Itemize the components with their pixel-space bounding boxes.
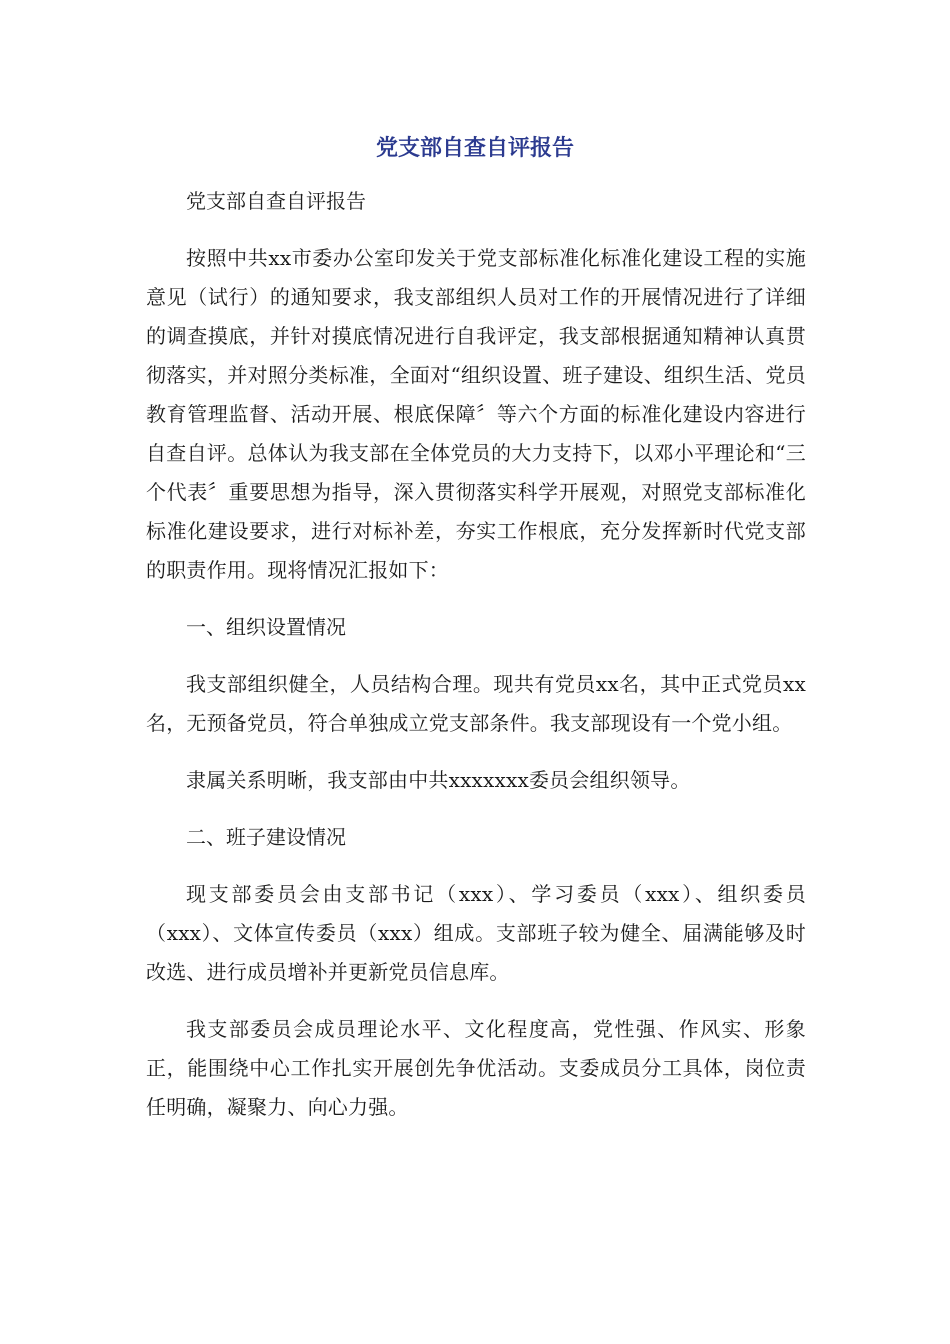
leadership-paragraph-1: 现支部委员会由支部书记（xxx）、学习委员（xxx）、组织委员（xxx）、文体宣传委员（xxx）组成。支部班子较为健全、届满能够及时改选、进行成员增补并更新党员信息库。 [146, 882, 806, 984]
organization-paragraph-2: 隶属关系明晰，我支部由中共xxxxxxx委员会组织领导。 [186, 768, 691, 792]
section-heading-organization: 一、组织设置情况 [186, 615, 346, 639]
document-body [146, 182, 806, 1145]
document-title: 党支部自查自评报告 [375, 136, 574, 161]
document-subtitle: 党支部自查自评报告 [186, 189, 366, 213]
intro-paragraph: 按照中共xx市委办公室印发关于党支部标准化标准化建设工程的实施意见（试行）的通知要求，我支部组织人员对工作的开展情况进行了详细的调查摸底，并针对摸底情况进行自我评定，我支部根据通知精神认真贯彻落实，并对照分类标准，全面对“组织设置、班子建设、组织生活、党员教育管理监督、活动开展、根底保障〞等六个方面的标准化建设内容进行自查自评。总体认为我支部在全体党员的大力支持下，以邓小平理论和“三个代表〞重要思想为指导，深入贯彻落实科学开展观，对照党支部标准化标准化建设要求，进行对标补差，夯实工作根底，充分发挥新时代党支部的职责作用。现将情况汇报如下： [146, 246, 806, 582]
organization-paragraph-1: 我支部组织健全，人员结构合理。现共有党员xx名，其中正式党员xx名，无预备党员，符合单独成立党支部条件。我支部现设有一个党小组。 [146, 672, 806, 735]
leadership-paragraph-2: 我支部委员会成员理论水平、文化程度高，党性强、作风实、形象正，能围绕中心工作扎实开展创先争优活动。支委成员分工具体，岗位责任明确，凝聚力、向心力强。 [146, 1017, 806, 1119]
section-heading-leadership: 二、班子建设情况 [186, 825, 346, 849]
